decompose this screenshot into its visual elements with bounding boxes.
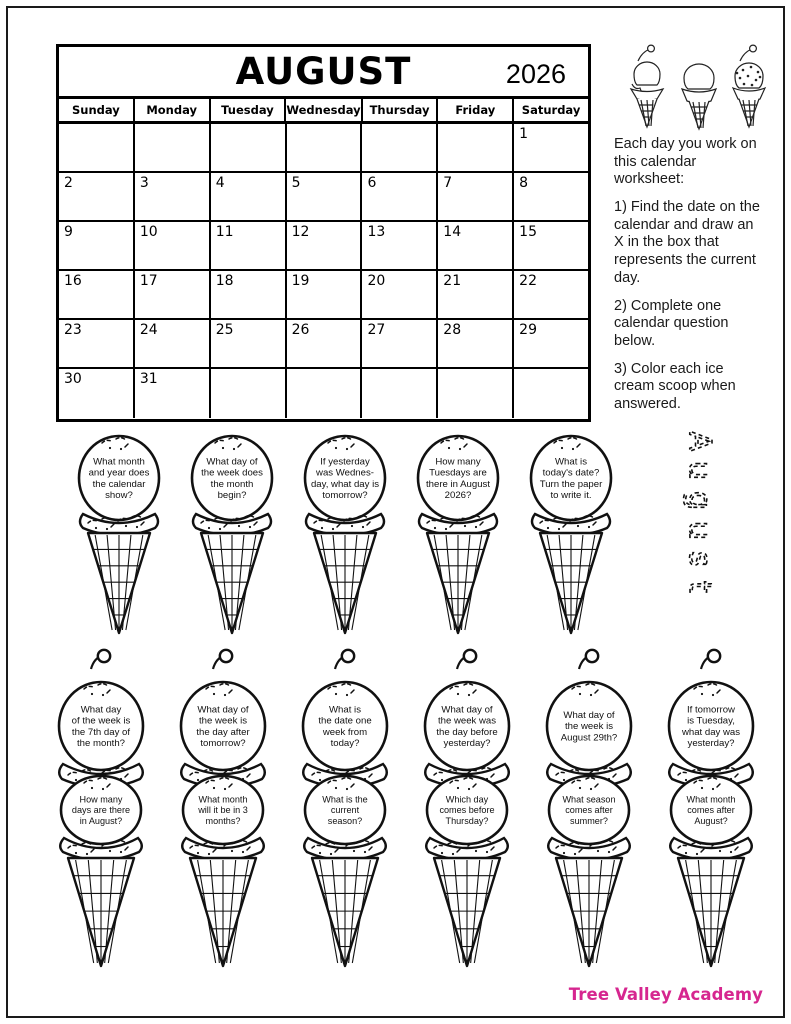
calendar-weekday-tuesday: Tuesday xyxy=(211,99,287,121)
calendar-day-7[interactable]: 7 xyxy=(438,173,514,220)
calendar-day-6[interactable]: 6 xyxy=(362,173,438,220)
tracing-letter-A: A xyxy=(682,431,717,452)
question-cones-row-2 xyxy=(38,638,778,973)
calendar-day-27[interactable]: 27 xyxy=(362,320,438,367)
question-scoop-top[interactable] xyxy=(547,682,631,770)
question-line: What season xyxy=(562,794,616,805)
cone-waffle-hatch xyxy=(206,535,258,630)
calendar-day-empty[interactable] xyxy=(59,124,135,171)
question-scoop[interactable] xyxy=(531,436,611,520)
waffle-cone xyxy=(540,533,602,633)
calendar-day-18[interactable]: 18 xyxy=(211,271,287,318)
question-line: what day was xyxy=(681,726,741,738)
cone-waffle-hatch xyxy=(195,860,250,963)
question-line: begin? xyxy=(217,490,247,501)
waffle-cone xyxy=(556,858,622,966)
calendar-year-label: 2026 xyxy=(505,59,566,89)
question-line: months? xyxy=(205,815,241,826)
question-scoop-bottom[interactable] xyxy=(183,776,263,844)
calendar-day-26[interactable]: 26 xyxy=(287,320,363,367)
calendar-weekday-thursday: Thursday xyxy=(363,99,439,121)
calendar-day-23[interactable]: 23 xyxy=(59,320,135,367)
waffle-cone xyxy=(68,858,134,966)
question-line: the week is xyxy=(199,715,247,727)
question-line: What day xyxy=(80,704,122,716)
tracing-letter-t: t xyxy=(682,581,717,593)
question-scoop-bottom[interactable] xyxy=(427,776,507,844)
waffle-cone xyxy=(427,533,489,633)
calendar-day-19[interactable]: 19 xyxy=(287,271,363,318)
question-line: the week is xyxy=(565,721,613,733)
calendar-weekday-monday: Monday xyxy=(135,99,211,121)
calendar-week-row xyxy=(59,369,588,418)
calendar-week-row xyxy=(59,320,588,369)
question-line: If tomorrow xyxy=(687,704,735,716)
question-line: Which day xyxy=(445,794,489,805)
question-line: the month xyxy=(210,478,254,490)
question-cone-1[interactable] xyxy=(60,426,178,641)
question-cone-11[interactable] xyxy=(648,638,774,973)
calendar-day-empty[interactable] xyxy=(438,369,514,418)
calendar-weekday-friday: Friday xyxy=(438,99,514,121)
cone-waffle-hatch xyxy=(683,860,738,963)
question-line: today's date? xyxy=(542,467,600,479)
cherry-fruit xyxy=(98,650,110,662)
decorative-ice-cream-cones xyxy=(612,44,784,132)
calendar-day-empty[interactable] xyxy=(211,369,287,418)
calendar-day-9[interactable]: 9 xyxy=(59,222,135,269)
question-line: is Tuesday, xyxy=(687,715,735,727)
calendar-grid xyxy=(59,124,588,418)
calendar-day-5[interactable]: 5 xyxy=(287,173,363,220)
question-line: season? xyxy=(327,815,363,826)
question-line: What month xyxy=(686,794,736,805)
plain-double-scoop-cone-icon xyxy=(682,64,716,129)
tracing-word-august xyxy=(656,428,736,618)
tracing-letter-u: u xyxy=(682,521,717,541)
instructions-step-2: 2) Complete one calendar question below. xyxy=(614,297,729,349)
drip-cone-with-cherry-icon xyxy=(631,45,663,127)
question-line: What day of xyxy=(206,456,258,468)
question-line: the 7th day of xyxy=(71,726,131,738)
tracing-letters-group xyxy=(682,431,717,593)
calendar-day-empty[interactable] xyxy=(362,369,438,418)
question-line: What month xyxy=(198,794,248,805)
waffle-cone xyxy=(201,533,263,633)
question-line: comes after xyxy=(565,805,613,816)
waffle-cone xyxy=(190,858,256,966)
question-line: there in August xyxy=(425,478,491,490)
question-line: August? xyxy=(694,815,728,826)
calendar-day-21[interactable]: 21 xyxy=(438,271,514,318)
question-line: in August? xyxy=(79,815,123,826)
question-line: the week does xyxy=(201,467,263,479)
calendar-day-16[interactable]: 16 xyxy=(59,271,135,318)
cone-waffle-hatch xyxy=(545,535,597,630)
cone-waffle-hatch xyxy=(439,860,494,963)
calendar-day-15[interactable]: 15 xyxy=(519,224,537,240)
calendar-day-28[interactable]: 28 xyxy=(438,320,514,367)
instructions-step-3: 3) Color each ice cream scoop when answered. xyxy=(614,360,736,412)
cherry-icon xyxy=(457,650,476,669)
question-cone-7[interactable] xyxy=(160,638,286,973)
question-line: tomorrow? xyxy=(200,738,246,749)
cherry-icon xyxy=(335,650,354,669)
question-scoop-top[interactable] xyxy=(303,682,387,770)
question-line: What day of xyxy=(563,710,615,721)
question-scoop-bottom[interactable] xyxy=(549,776,629,844)
brand-footer: Tree Valley Academy xyxy=(568,985,763,1004)
calendar-day-14[interactable]: 14 xyxy=(438,222,514,269)
calendar-day-12[interactable]: 12 xyxy=(287,222,363,269)
calendar-day-25[interactable]: 25 xyxy=(211,320,287,367)
cherry-fruit xyxy=(586,650,598,662)
question-scoop[interactable] xyxy=(192,436,272,520)
calendar-day-1[interactable]: 1 xyxy=(519,126,529,142)
question-line: What is xyxy=(555,456,587,468)
cone-waffle-hatch xyxy=(317,860,372,963)
question-scoop-top[interactable] xyxy=(59,682,143,770)
question-cone-9[interactable] xyxy=(404,638,530,973)
question-line: the day before xyxy=(436,726,498,738)
calendar-day-31[interactable]: 31 xyxy=(135,369,211,418)
calendar-day-empty[interactable] xyxy=(514,369,588,418)
question-line: summer? xyxy=(570,815,608,826)
question-scoop[interactable] xyxy=(305,436,385,520)
question-scoop-top[interactable] xyxy=(181,682,265,770)
calendar-day-empty[interactable] xyxy=(438,124,514,171)
waffle-cone xyxy=(314,533,376,633)
calendar-day-24[interactable]: 24 xyxy=(135,320,211,367)
calendar-month-label: AUGUST xyxy=(235,50,412,93)
calendar-day-20[interactable]: 20 xyxy=(362,271,438,318)
waffle-cone xyxy=(312,858,378,966)
question-line: current xyxy=(330,805,360,816)
question-cones-row-1 xyxy=(60,426,640,641)
question-cone-2[interactable] xyxy=(173,426,291,641)
sprinkle-cone-with-cherry-icon xyxy=(733,45,765,127)
cherry-fruit xyxy=(342,650,354,662)
cone-waffle-hatch xyxy=(561,860,616,963)
question-line: August 29th? xyxy=(560,732,618,744)
question-line: the day after xyxy=(196,726,250,738)
calendar-day-2[interactable]: 2 xyxy=(59,173,135,220)
calendar-day-17[interactable]: 17 xyxy=(135,271,211,318)
cherry-fruit xyxy=(220,650,232,662)
question-cone-3[interactable] xyxy=(286,426,404,641)
cone-waffle-hatch xyxy=(73,860,128,963)
cone-waffle-hatch xyxy=(93,535,145,630)
question-line: How many xyxy=(79,794,123,805)
calendar-day-empty[interactable] xyxy=(211,124,287,171)
calendar-day-11[interactable]: 11 xyxy=(211,222,287,269)
question-scoop[interactable] xyxy=(418,436,498,520)
question-line: 2026? xyxy=(444,490,472,501)
question-line: What day of xyxy=(197,704,249,716)
calendar-day-8[interactable]: 8 xyxy=(519,175,529,191)
waffle-cone xyxy=(678,858,744,966)
question-cone-8[interactable] xyxy=(282,638,408,973)
calendar-weekday-sunday: Sunday xyxy=(59,99,135,121)
calendar xyxy=(56,44,591,422)
instructions-intro: Each day you work on this calendar worksheet: xyxy=(614,136,757,188)
worksheet-page xyxy=(6,6,785,1018)
cherry-icon xyxy=(91,650,110,669)
question-line: the week was xyxy=(437,715,497,727)
calendar-day-4[interactable]: 4 xyxy=(211,173,287,220)
question-line: today? xyxy=(330,738,360,749)
question-line: day, what day is xyxy=(310,478,380,490)
calendar-day-30[interactable]: 30 xyxy=(59,369,135,418)
question-line: comes after xyxy=(687,805,735,816)
question-line: What is the xyxy=(322,794,368,805)
question-line: How many xyxy=(435,456,481,468)
question-scoop[interactable] xyxy=(79,436,159,520)
calendar-weekday-saturday: Saturday xyxy=(521,103,581,117)
cherry-icon xyxy=(213,650,232,669)
calendar-day-empty[interactable] xyxy=(287,369,363,418)
cherry-fruit xyxy=(708,650,720,662)
question-line: If yesterday xyxy=(320,456,370,468)
question-line: the calendar xyxy=(92,478,146,490)
question-cone-6[interactable] xyxy=(38,638,164,973)
question-scoop-bottom[interactable] xyxy=(305,776,385,844)
tracing-letter-s: s xyxy=(682,551,717,567)
question-line: show? xyxy=(105,490,133,501)
instructions-panel xyxy=(614,136,764,424)
question-line: the month? xyxy=(76,738,126,749)
calendar-day-22[interactable]: 22 xyxy=(519,273,537,289)
question-scoop-bottom[interactable] xyxy=(61,776,141,844)
calendar-week-row xyxy=(59,124,588,173)
question-line: and year does xyxy=(88,467,150,479)
instructions-step-1: 1) Find the date on the calendar and draw an X in the box that represents the current day. xyxy=(614,199,760,286)
question-scoop-top[interactable] xyxy=(425,682,509,770)
question-line: Thursday? xyxy=(445,815,489,826)
calendar-weekday-wednesday: Wednesday xyxy=(286,99,362,121)
calendar-day-13[interactable]: 13 xyxy=(362,222,438,269)
question-line: was Wednes- xyxy=(316,467,374,479)
calendar-day-empty[interactable] xyxy=(362,124,438,171)
calendar-week-row xyxy=(59,222,588,271)
calendar-day-empty[interactable] xyxy=(287,124,363,171)
calendar-title-row xyxy=(59,47,588,99)
question-cone-5[interactable] xyxy=(512,426,630,641)
calendar-day-29[interactable]: 29 xyxy=(519,322,537,338)
question-scoop-bottom[interactable] xyxy=(671,776,751,844)
waffle-cone xyxy=(434,858,500,966)
question-line: the date one xyxy=(318,715,372,727)
question-line: will it be in 3 xyxy=(198,805,248,816)
cherry-fruit xyxy=(464,650,476,662)
question-line: Tuesdays are xyxy=(429,467,487,479)
question-line: days are there xyxy=(71,805,131,816)
question-cone-4[interactable] xyxy=(399,426,517,641)
question-line: What month xyxy=(93,456,145,468)
question-line: of the week is xyxy=(71,715,131,727)
cherry-icon xyxy=(701,650,720,669)
question-line: What is xyxy=(329,704,361,716)
cone-waffle-hatch xyxy=(319,535,371,630)
tracing-letter-g: g xyxy=(682,491,717,511)
calendar-day-10[interactable]: 10 xyxy=(135,222,211,269)
question-line: yesterday? xyxy=(687,738,735,749)
question-line: What day of xyxy=(441,704,493,716)
question-line: week from xyxy=(322,726,368,738)
cherry-icon xyxy=(579,650,598,669)
calendar-week-row xyxy=(59,173,588,222)
waffle-cone xyxy=(88,533,150,633)
calendar-day-empty[interactable] xyxy=(135,124,211,171)
question-line: yesterday? xyxy=(443,738,491,749)
question-line: to write it. xyxy=(550,490,592,501)
calendar-day-3[interactable]: 3 xyxy=(135,173,211,220)
question-line: comes before xyxy=(439,805,495,816)
question-line: Turn the paper xyxy=(539,478,603,490)
question-cone-10[interactable] xyxy=(526,638,652,973)
calendar-week-row xyxy=(59,271,588,320)
question-scoop-top[interactable] xyxy=(669,682,753,770)
tracing-letter-u: u xyxy=(682,461,717,481)
question-line: tomorrow? xyxy=(322,490,368,501)
cone-waffle-hatch xyxy=(432,535,484,630)
calendar-weekday-header xyxy=(59,99,588,124)
